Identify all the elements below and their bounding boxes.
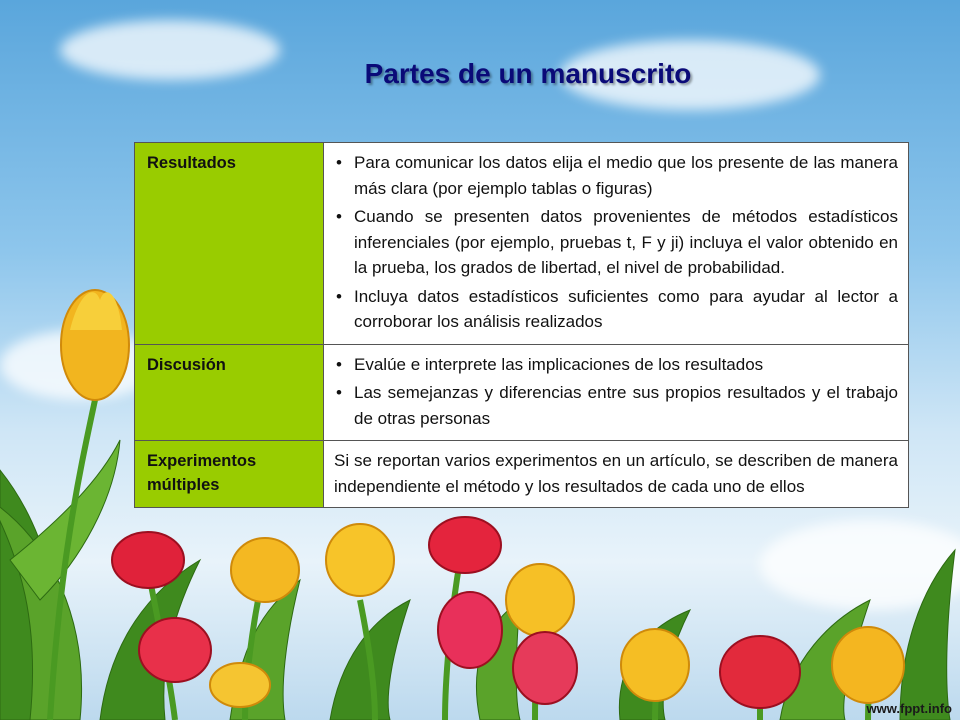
content-table <box>134 142 909 508</box>
bullet-item: • Cuando se presenten datos provenientes de métodos estadísticos inferenciales (por ejemplo, pruebas t, F y ji) incluya el valor obtenido en la prueba, los grados de libertad, el nivel de probabilidad. <box>334 204 898 281</box>
bullet-list <box>334 352 898 432</box>
bullet-item: • Evalúe e interprete las implicaciones de los resultados <box>334 352 898 378</box>
table-row <box>135 143 909 345</box>
table-row <box>135 441 909 508</box>
row-body-text: Si se reportan varios experimentos en un artículo, se describen de manera independiente el método y los resultados de cada uno de ellos <box>324 441 909 508</box>
row-label: Discusión <box>135 344 324 441</box>
bullet-item: • Las semejanzas y diferencias entre sus propios resultados y el trabajo de otras personas <box>334 380 898 431</box>
bullet-item: • Incluya datos estadísticos suficientes como para ayudar al lector a corroborar los análisis realizados <box>334 284 898 335</box>
row-body <box>324 143 909 345</box>
table-row <box>135 344 909 441</box>
bullet-list <box>334 150 898 335</box>
row-label: Resultados <box>135 143 324 345</box>
row-label: Experimentos múltiples <box>135 441 324 508</box>
row-body <box>324 344 909 441</box>
slide-title: Partes de un manuscrito <box>364 58 692 89</box>
bullet-item: • Para comunicar los datos elija el medio que los presente de las manera más clara (por ejemplo tablas o figuras) <box>334 150 898 201</box>
site-credit: www.fppt.info <box>866 701 952 716</box>
